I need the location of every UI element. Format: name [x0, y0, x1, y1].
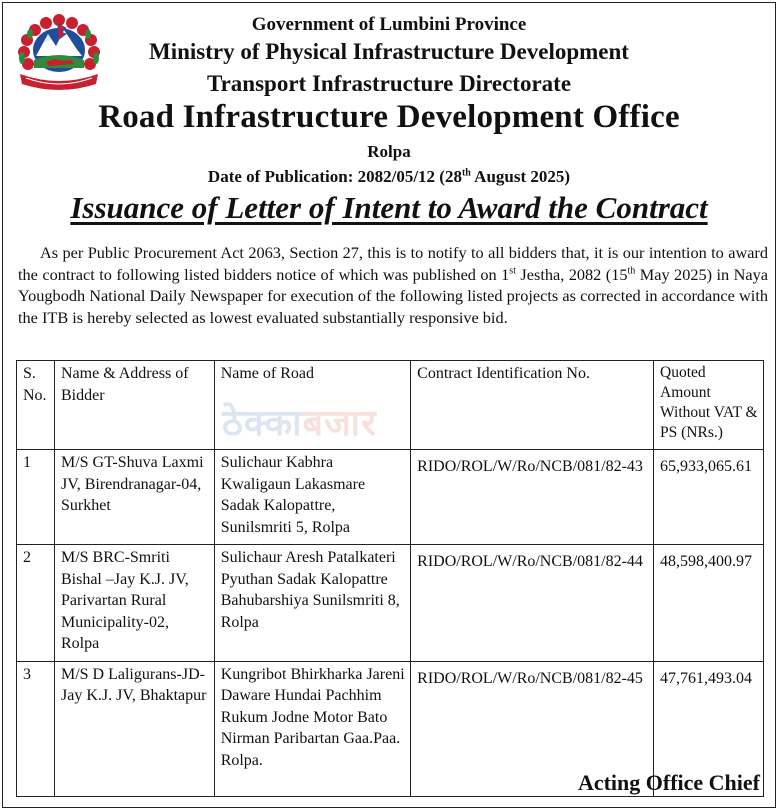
publication-date [0, 167, 778, 187]
cell-bidder: M/S BRC-Smriti Bishal –Jay K.J. JV, Parivartan Rural Municipality-02, Rolpa [54, 545, 214, 662]
cell-road: Sulichaur Kabhra Kwaligaun Lakasmare Sadak Kalopattre, Sunilsmriti 5, Rolpa [214, 450, 410, 545]
notice-paragraph [18, 242, 768, 328]
cell-bidder: M/S D Laligurans-JD-Jay K.J. JV, Bhaktapur [54, 661, 214, 796]
publication-date-sup: th [461, 167, 471, 179]
watermark [222, 397, 377, 446]
ministry-name: Ministry of Physical Infrastructure Development [149, 39, 629, 64]
cell-contract: RIDO/ROL/W/Ro/NCB/081/82-43 [411, 450, 654, 545]
header-amount: Quoted Amount Without VAT & PS (NRs.) [654, 361, 764, 450]
directorate-name: Transport Infrastructure Directorate [206, 71, 572, 96]
cell-road: Kungribot Bhirkharka Jareni Daware Hundai Pachhim Rukum Jodne Motor Bato Nirman Paribartan Gaa.Paa. Rolpa. [214, 661, 410, 796]
paragraph-part-2: Jestha, 2082 (15 [515, 264, 628, 284]
cell-sn: 1 [17, 450, 55, 545]
header-contract: Contract Identification No. [411, 361, 654, 450]
cell-contract: RIDO/ROL/W/Ro/NCB/081/82-45 [411, 661, 654, 796]
office-name: Road Infrastructure Development Office [98, 99, 680, 135]
cell-sn: 2 [17, 545, 55, 662]
publication-date-suffix: August 2025) [470, 167, 571, 186]
header-sn: S. No. [17, 361, 55, 450]
paragraph-part-1: As per Public Procurement Act 2063, Section 27, this is to notify to all bidders that, it is our intention to award the contract to following listed bidders notice of which was published on 1 [18, 243, 768, 284]
paragraph-sup-1: st [509, 265, 516, 277]
government-name: Government of Lumbini Province [251, 14, 527, 35]
watermark-part-2: बजार [302, 403, 377, 444]
cell-sn: 3 [17, 661, 55, 796]
cell-amount: 65,933,065.61 [654, 450, 764, 545]
cell-amount: 47,761,493.04 [654, 661, 764, 796]
cell-bidder: M/S GT-Shuva Laxmi JV, Birendranagar-04, Surkhet [54, 450, 214, 545]
header-road: Name of Road [214, 361, 410, 450]
watermark-part-1: ठेक्का [222, 403, 303, 444]
publication-date-prefix: Date of Publication: 2082/05/12 (28 [207, 167, 462, 186]
notice-title: Issuance of Letter of Intent to Award the Contract [70, 190, 708, 225]
table-row [17, 545, 764, 662]
table-row [17, 450, 764, 545]
cell-road: Sulichaur Aresh Patalkateri Pyuthan Sadak Kalopattre Bahubarshiya Sunilsmriti 8, Rolpa [214, 545, 410, 662]
header-bidder: Name & Address of Bidder [54, 361, 214, 450]
signature-title: Acting Office Chief [577, 770, 760, 795]
district-name: Rolpa [367, 142, 411, 161]
paragraph-part-3: May 2025) in Naya Yougbodh National Daily Newspaper for execution of the following listed projects as corrected in accordance with the ITB is hereby selected as lowest evaluated substantially responsive bid. [18, 264, 768, 327]
bidders-table [16, 360, 764, 797]
cell-contract: RIDO/ROL/W/Ro/NCB/081/82-44 [411, 545, 654, 662]
paragraph-sup-2: th [627, 265, 636, 277]
table-header-row [17, 361, 764, 450]
cell-amount: 48,598,400.97 [654, 545, 764, 662]
